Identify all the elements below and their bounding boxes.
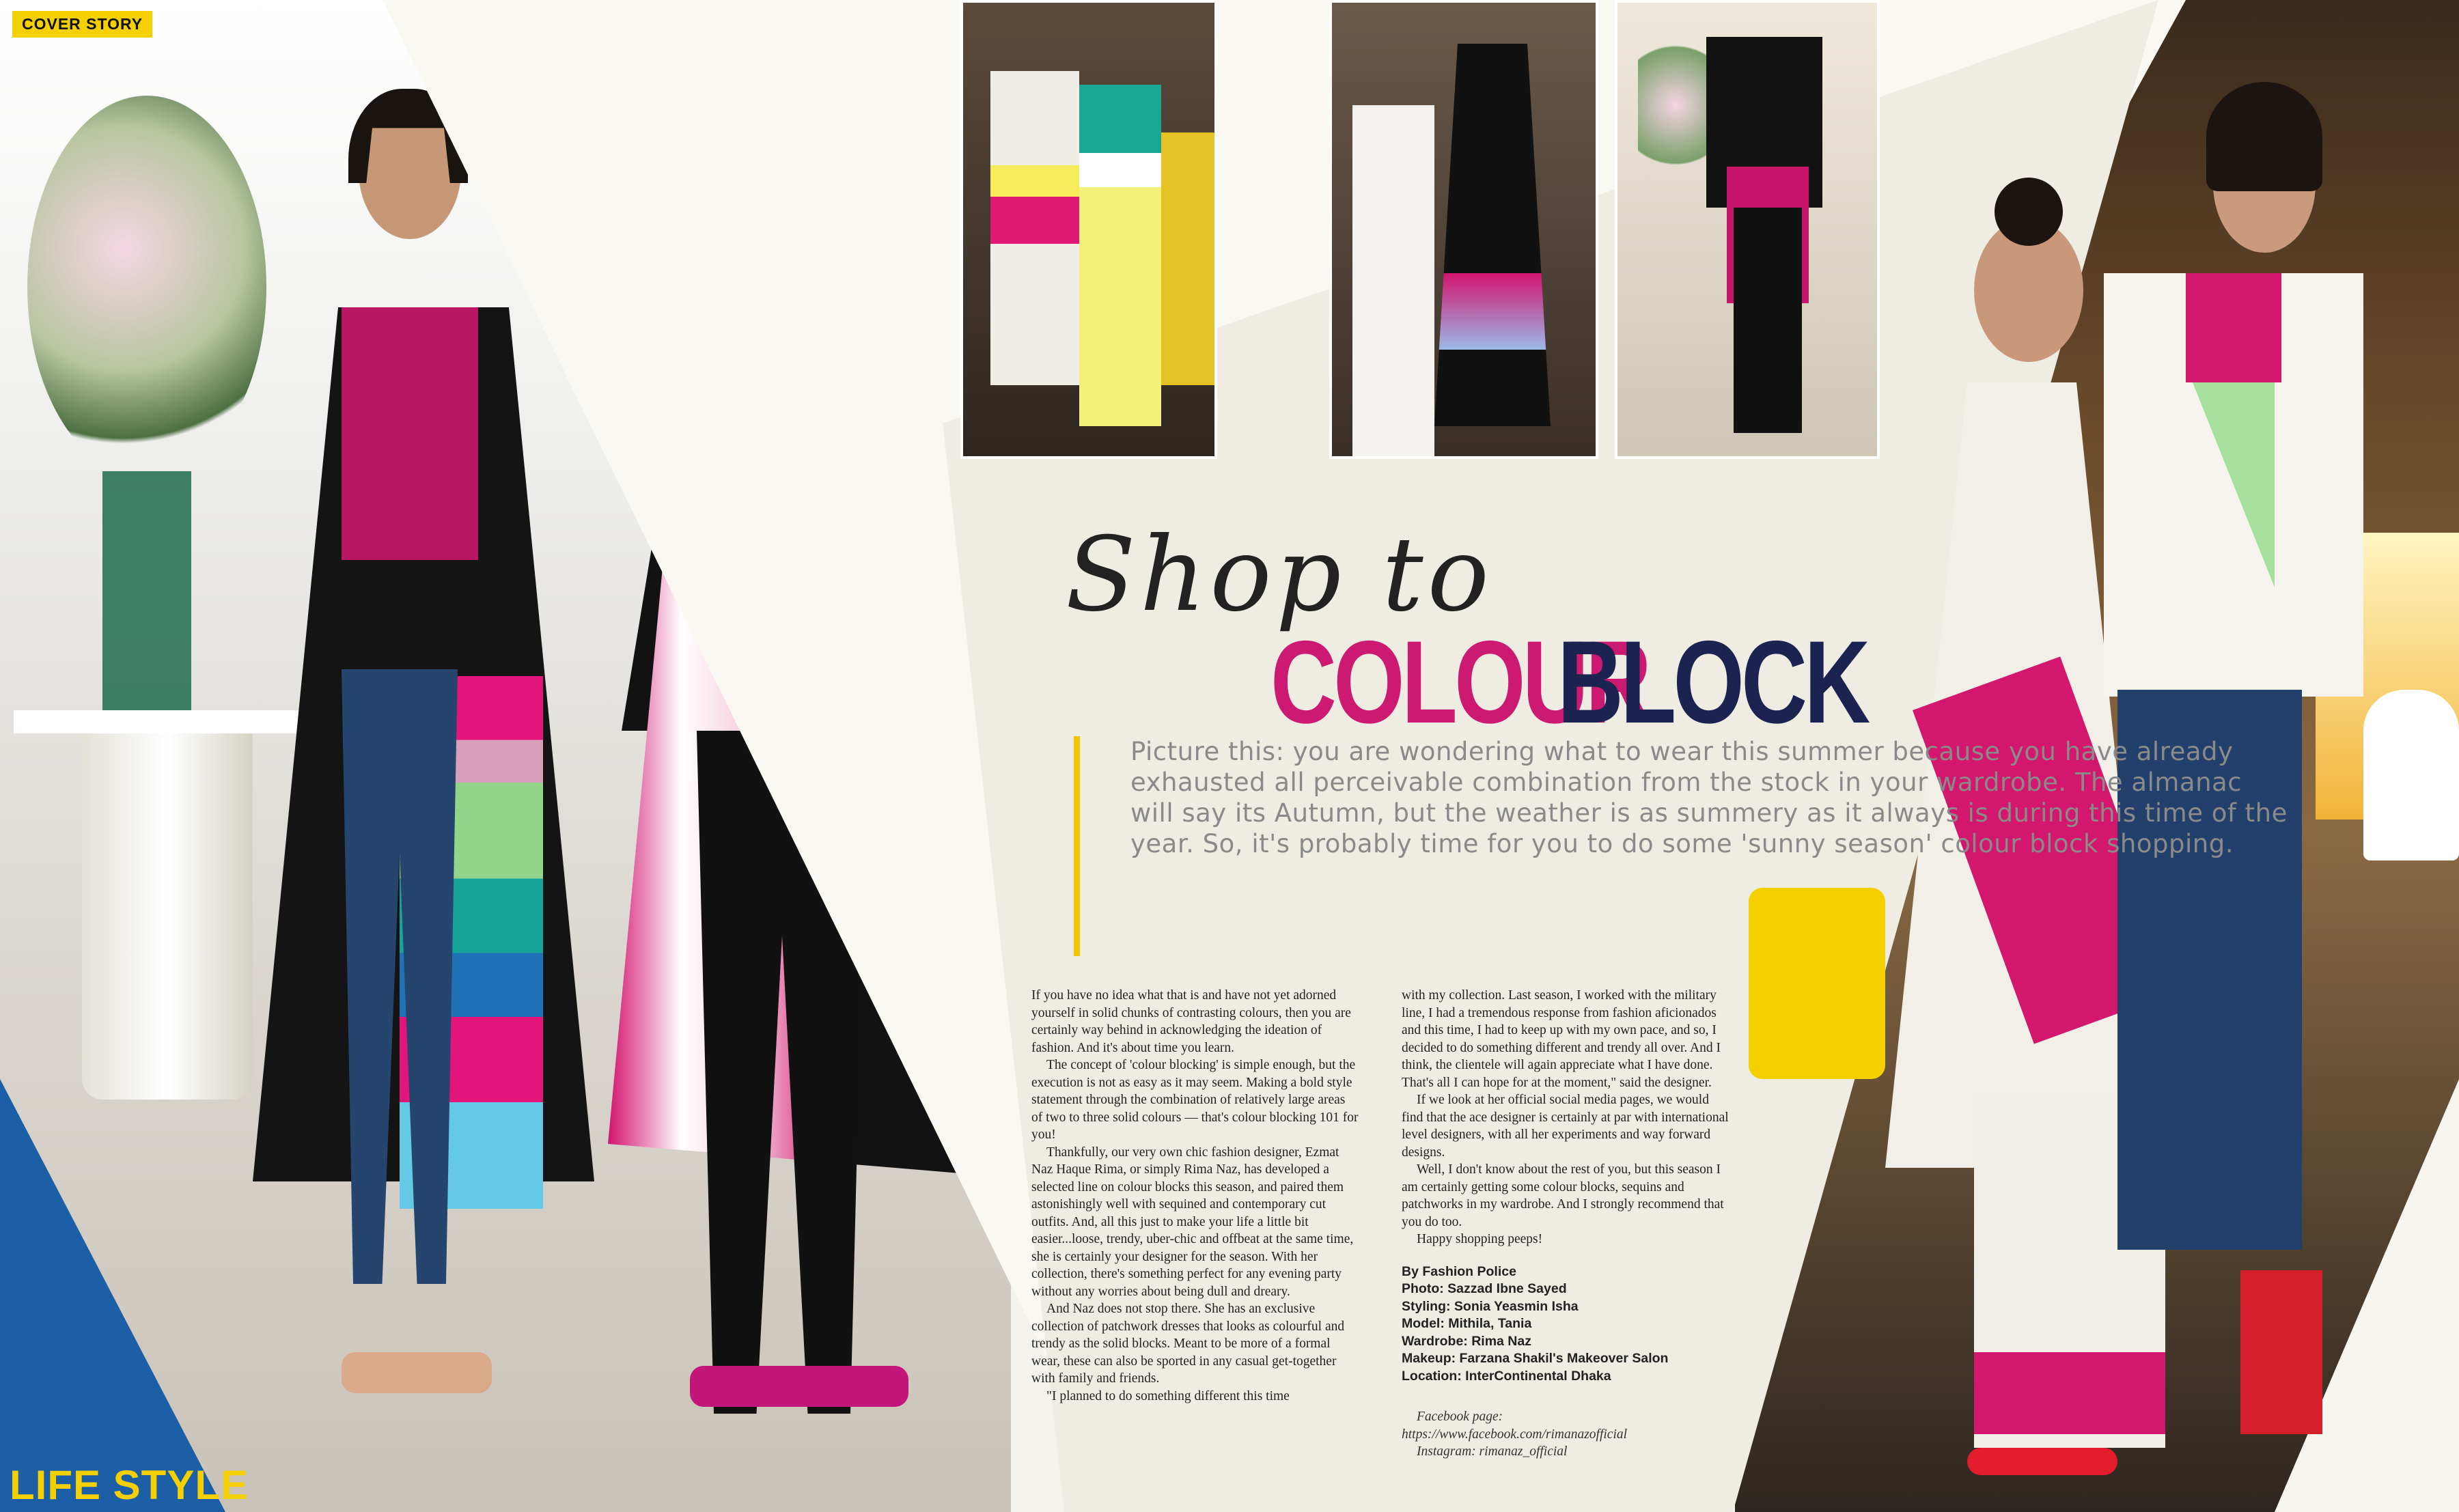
left-vase — [102, 471, 191, 731]
title-block: BLOCK — [1557, 617, 1867, 748]
credit-line: Photo: Sazzad Ibne Sayed — [1402, 1281, 1567, 1296]
title-colour: COLOUR — [1270, 617, 1649, 748]
intro-text: Picture this: you are wondering what to wear this summer because you have already exhausted all perceivable combination from the stock in your wardrobe. The almanac will say its Autumn, but the weather is as summery as it always is during this time of the year. So, it's probably time for you to do some 'sunny season' colour block shopping. — [1130, 737, 2288, 858]
right-white-chair — [2363, 690, 2459, 860]
credits — [1402, 1263, 1729, 1386]
lifestyle-logo: LIFE STYLE — [10, 1462, 249, 1508]
red-heels — [1967, 1448, 2117, 1475]
white-column — [1352, 105, 1434, 459]
magenta-heels — [690, 1366, 908, 1407]
credit-line: Model: Mithila, Tania — [1402, 1316, 1532, 1331]
paragraph: "I planned to do something different this time — [1046, 1388, 1290, 1403]
hair-bun — [1995, 178, 2063, 246]
paragraph: Happy shopping peeps! — [1417, 1232, 1543, 1246]
credit-line: Makeup: Farzana Shakil's Makeover Salon — [1402, 1351, 1669, 1366]
paragraph: Well, I don't know about the rest of you, but this season I am certainly getting some colour blocks, sequins and patchworks in my wardrobe. And I strongly recommend that you do too. — [1402, 1162, 1724, 1229]
hair — [2206, 82, 2322, 191]
paragraph: The concept of 'colour blocking' is simple enough, but the execution is not as easy as it may seem. Making a bold style statement through the combination of relatively large areas of two to three solid colours — that's colour blocking 101 for you! — [1031, 1058, 1359, 1142]
pink-sequin-top — [342, 307, 478, 560]
model-black-dress — [1434, 44, 1551, 426]
credit-line: Location: InterContinental Dhaka — [1402, 1368, 1611, 1384]
body-column-1 — [1031, 987, 1359, 1405]
title-script: Shop to — [1066, 516, 1493, 634]
flower-vase — [1638, 16, 1713, 194]
credit-line: Wardrobe: Rima Naz — [1402, 1333, 1531, 1349]
model-white-top — [990, 71, 1079, 385]
credit-line: Styling: Sonia Yeasmin Isha — [1402, 1298, 1579, 1314]
right-yellow-chair — [1749, 888, 1885, 1079]
nude-heels — [342, 1352, 492, 1393]
facebook-link[interactable]: Facebook page: https://www.facebook.com/rimanazofficial — [1402, 1410, 1628, 1442]
intro-accent-bar — [1074, 736, 1080, 956]
photo-3 — [1615, 0, 1880, 459]
pink-shoulder-block — [2186, 273, 2281, 382]
left-flowers — [27, 96, 266, 478]
paragraph: And Naz does not stop there. She has an exclusive collection of patchwork dresses that looks as colourful and trendy as the solid blocks. Meant to be more of a formal wear, these can also be sported in any casual get-together with family and friends. — [1031, 1302, 1345, 1386]
paragraph: with my collection. Last season, I worked with the military line, I had a tremendous response from fashion aficionados and this time, I had to keep up with my own pace, and so, I decided to do something different and trendy all over. And I think, the clientele will again appreciate what I have done. That's all I can hope for at the moment," said the designer. — [1402, 988, 1721, 1090]
paragraph: Thankfully, our very own chic fashion designer, Ezmat Naz Haque Rima, or simply Rima Naz, has developed a selected line on colour blocks this season, and paired them astonishingly well with sequined and contemporary cut outfits. And, all this just to make your life a little bit easier...loose, trendy, uber-chic and offbeat at the same time, she is certainly your designer for the season. With her collection, there's something perfect for any evening party without any worries about being dull and dreary. — [1031, 1145, 1354, 1299]
body-column-2 — [1402, 987, 1729, 1461]
model-black-pants — [1734, 208, 1802, 433]
photo-1 — [960, 0, 1217, 459]
left-pedestal — [82, 717, 253, 1100]
model-right-2 — [2090, 68, 2377, 1366]
credit-line: By Fashion Police — [1402, 1263, 1516, 1279]
paragraph: If you have no idea what that is and have not yet adorned yourself in solid chunks of contrasting colours, then you are certainly way behind in acknowledging the ideation of fashion. And it's about time you learn. — [1031, 988, 1351, 1055]
instagram-link[interactable]: Instagram: rimanaz_official — [1417, 1444, 1568, 1459]
section-tag: COVER STORY — [12, 11, 152, 38]
paragraph: If we look at her official social media pages, we would find that the ace designer is certainly at par with international level designers, with all her experiments and way forward designs. — [1402, 1093, 1729, 1160]
social-links — [1402, 1408, 1729, 1461]
photo-2 — [1329, 0, 1598, 459]
red-lace-heels — [2240, 1270, 2322, 1434]
model-sequin-dress — [1079, 85, 1161, 426]
